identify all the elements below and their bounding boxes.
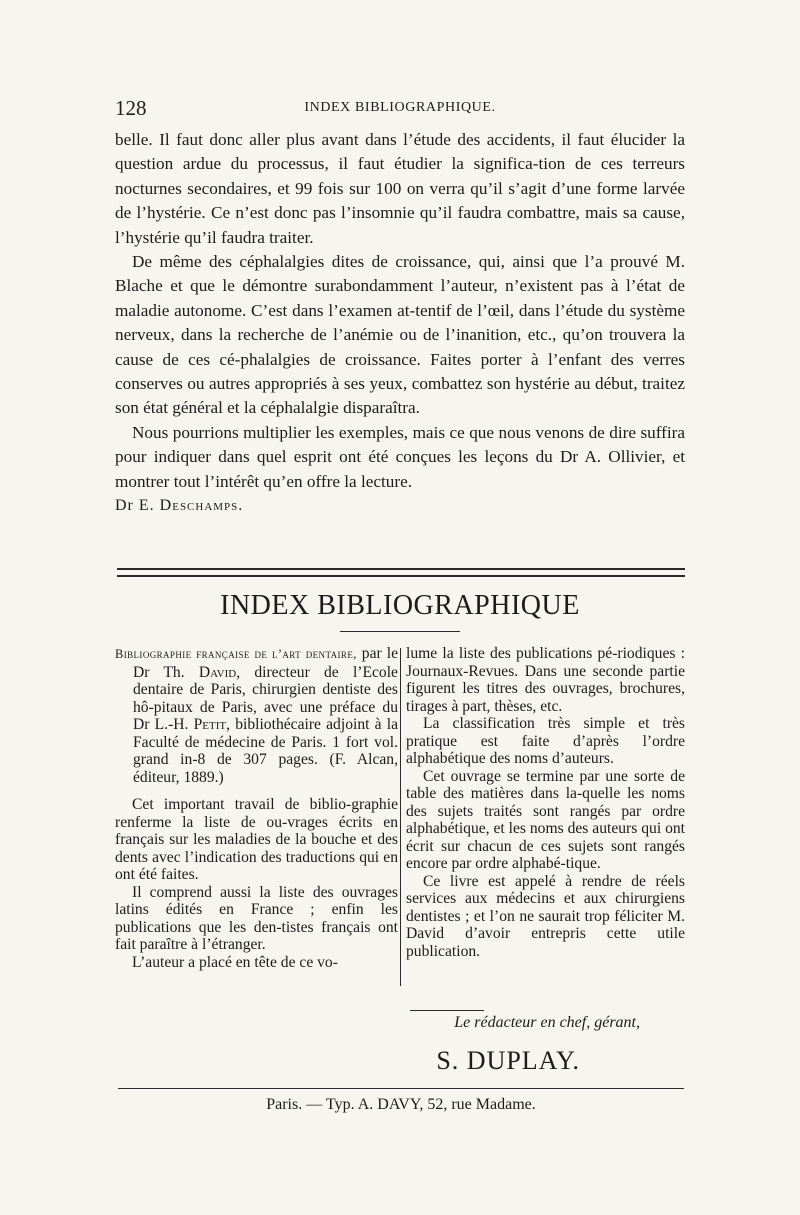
review-article — [115, 128, 685, 519]
printer-imprint: Paris. — Typ. A. DAVY, 52, rue Madame. — [266, 1096, 536, 1113]
article-paragraph: belle. Il faut donc aller plus avant dans l’étude des accidents, il faut élucider la question ardue du processus, il faut étudier la significa-tion de ces terreurs nocturnes secondaires, et 99 fois sur 100 on verra qu’il s’agit d’une forme larvée de l’hystérie. Ce n’est donc pas l’insomnie qu’il faudra combattre, mais sa cause, l’hystérie qu’il faudra traiter. — [115, 130, 685, 247]
editor-role: Le rédacteur en chef, gérant, — [454, 1014, 640, 1031]
index-paragraph: L’auteur a placé en tête de ce vo- — [132, 953, 338, 971]
section-title: INDEX BIBLIOGRAPHIQUE — [220, 590, 580, 621]
index-paragraph: Cet ouvrage se termine par une sorte de table des matières dans la-quelle les noms des sujets traités sont rangés par ordre alphabétique, et les noms des auteurs qui ont écrit sur chacun de ces sujets sont rangés encore par ordre alphabé-tique. — [406, 767, 685, 872]
section-divider — [117, 568, 685, 577]
column-divider — [400, 648, 401, 986]
article-paragraph: De même des céphalalgies dites de croissance, qui, ainsi que l’a prouvé M. Blache et que le démontre surabondamment l’auteur, n’existent pas à l’état de maladie autonome. C’est dans l’examen at-tentif de l’œil, dans l’étude du système nerveux, dans la recherche de l’anémie ou de l’inanition, etc., qu’on trouvera la cause de ces cé-phalalgies de croissance. Faites porter à l’enfant des verres conserves ou autres appropriés à ses yeux, combattez son hystérie au début, traitez son état général et la céphalalgie disparaîtra. — [115, 252, 685, 418]
reference-preface-author: Petit, — [193, 716, 231, 733]
title-underline — [340, 631, 460, 632]
index-right-column — [406, 645, 685, 960]
article-paragraph: Nous pourrions multiplier les exemples, mais ce que nous venons de dire suffira pour indiquer dans quel esprit ont été conçues les leçons du Dr A. Ollivier, et montrer tout l’intérêt qu’en offre la lecture. — [115, 422, 685, 491]
index-left-column — [115, 645, 398, 971]
signature-title: Dr — [115, 497, 134, 515]
reference-by: par le Dr Th. — [133, 645, 399, 681]
index-paragraph: lume la liste des publications pé-riodiques : Journaux-Revues. Dans une seconde partie figurent les titres des ouvrages, brochures, tirages à part, thèses, etc. — [406, 645, 685, 715]
index-paragraph: Il comprend aussi la liste des ouvrages latins édités en France ; enfin les publications que les den-tistes français ont fait paraître à l’étranger. — [115, 883, 398, 953]
imprint-rule — [118, 1088, 684, 1089]
bibliographic-reference — [115, 645, 398, 786]
signature-name: E. Deschamps. — [138, 497, 244, 515]
reference-publication: bibliothécaire adjoint à la Faculté de médecine de Paris. 1 fort vol. grand in-8 de 307 pages. (F. Alcan, éditeur, 1889.) — [133, 716, 399, 786]
editor-name: S. DUPLAY. — [436, 1046, 580, 1075]
running-head — [115, 96, 685, 120]
reference-title: Bibliographie française de l’art dentaire, — [115, 647, 357, 661]
running-title: INDEX BIBLIOGRAPHIQUE. — [304, 100, 496, 115]
index-paragraph: Ce livre est appelé à rendre de réels services aux médecins et aux chirurgiens dentistes ; et l’on ne saurait trop féliciter M. David d’avoir entrepris cette utile publication. — [406, 872, 685, 960]
signature-rule — [410, 1010, 484, 1011]
reference-author: David, — [198, 663, 241, 681]
index-paragraph: La classification très simple et très pratique est faite d’après l’ordre alphabétique des noms d’auteurs. — [406, 715, 685, 767]
reference-details: directeur de l’Ecole dentaire de Paris, chirurgien dentiste des hô-pitaux de Paris, avec une préface du Dr L.-H. — [133, 663, 398, 733]
index-paragraph: Cet important travail de biblio-graphie renferme la liste de ou-vrages écrits en français sur les maladies de la bouche et des dents avec l’indication des traductions qui en ont été faites. — [115, 796, 398, 883]
review-signature — [115, 494, 685, 518]
page-number: 128 — [115, 96, 147, 120]
